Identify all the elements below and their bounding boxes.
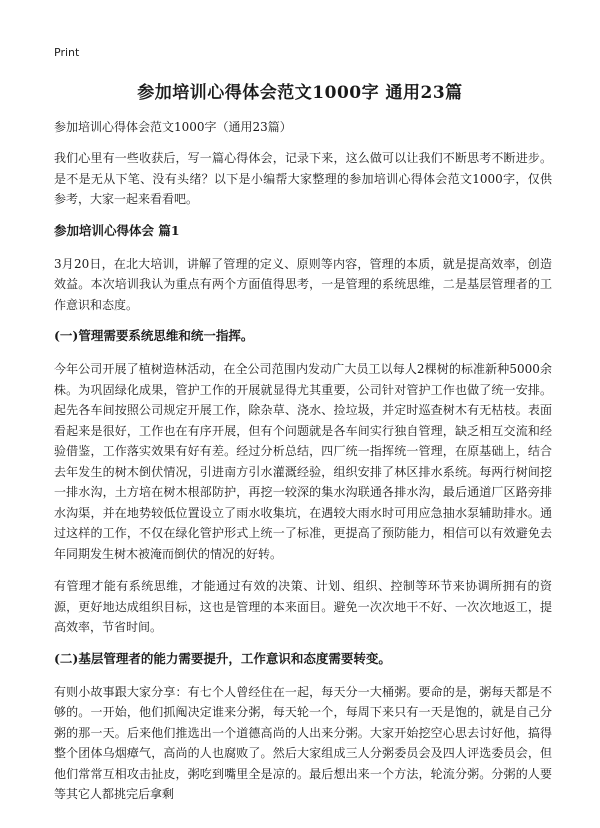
paragraph-3: 有管理才能有系统思维，才能通过有效的决策、计划、组织、控制等环节来协调所拥有的资源，更好地达成组织目标，这也是管理的本来面目。避免一次次地干不好、一次次地返工，提高效率，节省时间。 [54,579,552,634]
paragraph-4: 有则小故事跟大家分享：有七个人曾经住在一起，每天分一大桶粥。要命的是，粥每天都是不够的。一开始，他们抓阄决定谁来分粥，每天轮一个，每周下来只有一天是饱的，就是自己分粥的那一天。后来他们推选出一个道德高尚的人出来分粥。大家开始挖空心思去讨好他，搞得整个团体乌烟瘴气，高尚的人也腐败了。然后大家组成三人分粥委员会及四人评选委员会，但他们常常互相攻击扯皮，粥吃到嘴里全是凉的。最后想出来一个方法，轮流分粥。分粥的人要等其它人都挑完后拿剩 [54,684,552,801]
heading-1: (一)管理需要系统思维和统一指挥。 [54,328,254,343]
paragraph-2: 今年公司开展了植树造林活动，在全公司范围内发动广大员工以每人2棵树的标准新种5000余株。为巩固绿化成果，管护工作的开展就显得尤其重要，公司针对管护工作也做了统一安排。起先各车间按照公司规定开展工作，除杂草、浇水、捡垃圾，并定时巡查树木有无枯枝。表面看起来是很好，工作也在有序开展，但有个问题就是各车间实行独自管理，缺乏相互交流和经验借鉴，工作落实效果有好有差。经过分析总结，四厂统一指挥统一管理，在原基础上，结合去年发生的树木倒伏情况，引进南方引水灌溉经验，组织安排了林区排水系统。每两行树间挖一排水沟，土方培在树木根部防护，再挖一较深的集水沟联通各排水沟，最后通道厂区路旁排水沟渠，并在地势较低位置设立了雨水收集坑，在遇较大雨水时可用应急抽水泵辅助排水。通过这样的工作，不仅在绿化管护形式上统一了标准，更提高了预防能力，相信可以有效避免去年同期发生树木被淹而倒伏的情况的好转。 [54,362,552,561]
section-title: 参加培训心得体会 篇1 [54,222,180,238]
document-title: 参加培训心得体会范文1000字 通用23篇 [137,83,463,103]
paragraph-1: 3月20日，在北大培训，讲解了管理的定义、原则等内容，管理的本质，就是提高效率，创造效益。本次培训我认为重点有两个方面值得思考，一是管理的系统思维，二是基层管理者的工作意识和态度。 [54,256,552,312]
document-subtitle: 参加培训心得体会范文1000字（通用23篇） [54,120,292,134]
intro-paragraph: 我们心里有一些收获后，写一篇心得体会，记录下来，这么做可以让我们不断思考不断进步。是不是无从下笔、没有头绪？以下是小编帮大家整理的参加培训心得体会范文1000字，仅供参考，大家一起来看看吧。 [54,151,552,206]
document-body [54,118,552,817]
print-label: Print [54,46,80,59]
heading-2: (二)基层管理者的能力需要提升，工作意识和态度需要转变。 [54,650,391,666]
